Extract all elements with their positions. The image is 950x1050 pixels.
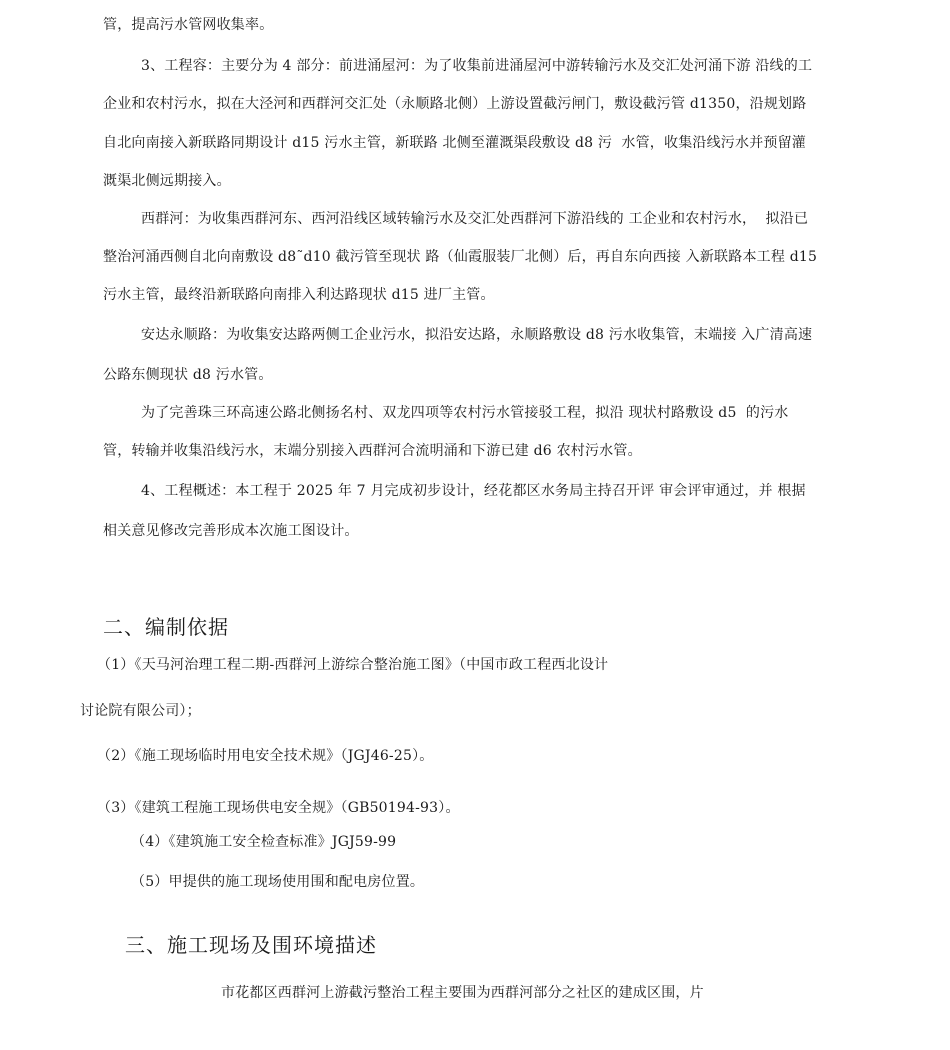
reference-item: （4）《建筑施工安全检查标准》JGJ59-99 [131,834,397,850]
section-heading-basis: 二、编制依据 [103,615,229,639]
reference-item: （1）《天马河治理工程二期-西群河上游综合整治施工图》（中国市政工程西北设计 [97,657,609,673]
reference-item: （2）《施工现场临时用电安全技术规》（JGJ46-25）。 [97,748,434,764]
paragraph-line: 4、工程概述：本工程于 2025 年 7 月完成初步设计，经花都区水务局主持召开评 审会评审通过，并 根据 [141,483,806,499]
paragraph-line: 安达永顺路：为收集安达路两侧工企业污水，拟沿安达路，永顺路敷设 d8 污水收集管，末端接 入广清高速 [141,327,813,343]
paragraph-line: 污水主管，最终沿新联路向南排入利达路现状 d15 进厂主管。 [103,287,495,303]
paragraph-line: 相关意见修改完善形成本次施工图设计。 [103,523,359,539]
paragraph-line: 自北向南接入新联路同期设计 d15 污水主管，新联路 北侧至灌溉渠段敷设 d8 污 水管，收集沿线污水并预留灌 [103,135,806,151]
paragraph-line: 3、工程容：主要分为 4 部分：前进涌屋河：为了收集前进涌屋河中游转输污水及交汇处河涌下游 沿线的工 [141,58,813,74]
paragraph-line: 企业和农村污水，拟在大泾河和西群河交汇处（永顺路北侧）上游设置截污闸门，敷设截污管 d1350，沿规划路 [103,96,807,112]
paragraph-line: 溉渠北侧远期接入。 [103,173,231,189]
reference-item: （3）《建筑工程施工现场供电安全规》（GB50194-93）。 [97,800,460,816]
section-heading-site: 三、施工现场及围环境描述 [125,933,377,957]
paragraph-line: 公路东侧现状 d8 污水管。 [103,367,273,383]
paragraph-line: 为了完善珠三环高速公路北侧扬名村、双龙四项等农村污水管接驳工程，拟沿 现状村路敷设 d5 的污水 [141,405,789,421]
paragraph-line: 整治河涌西侧自北向南敷设 d8˜d10 截污管至现状 路（仙霞服装厂北侧）后，再自东向西接 入新联路本工程 d15 [103,249,818,265]
paragraph-line: 管，提高污水管网收集率。 [103,17,274,33]
paragraph-line: 市花都区西群河上游截污整治工程主要围为西群河部分之社区的建成区围，片 [221,985,704,1001]
reference-item: 讨论院有限公司）； [80,703,201,719]
reference-item: （5）甲提供的施工现场使用围和配电房位置。 [131,874,425,890]
paragraph-line: 西群河：为收集西群河东、西河沿线区域转输污水及交汇处西群河下游沿线的 工企业和农村污水， 拟沿已 [141,211,809,227]
paragraph-line: 管，转输并收集沿线污水，末端分别接入西群河合流明涌和下游已建 d6 农村污水管。 [103,443,642,459]
